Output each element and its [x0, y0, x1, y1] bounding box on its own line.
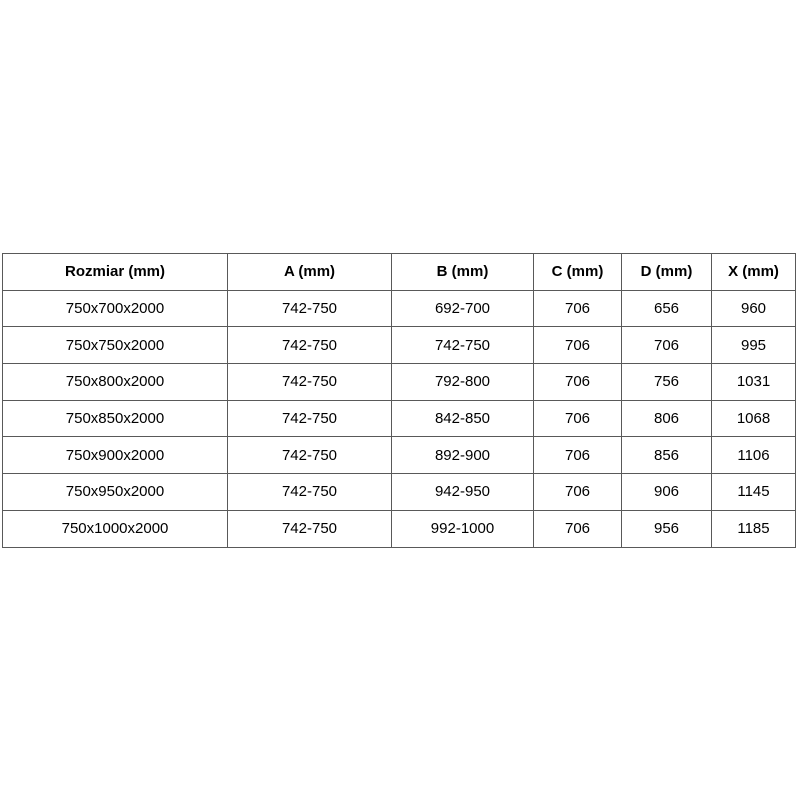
cell-rozmiar: 750x950x2000	[3, 474, 228, 511]
column-header-x: X (mm)	[712, 254, 796, 291]
table-row	[3, 510, 796, 547]
cell-d: 806	[622, 400, 712, 437]
cell-b: 892-900	[392, 437, 534, 474]
table-row	[3, 364, 796, 401]
cell-c: 706	[534, 510, 622, 547]
table-row	[3, 327, 796, 364]
cell-b: 742-750	[392, 327, 534, 364]
cell-rozmiar: 750x700x2000	[3, 290, 228, 327]
cell-d: 706	[622, 327, 712, 364]
cell-d: 756	[622, 364, 712, 401]
cell-c: 706	[534, 400, 622, 437]
cell-d: 956	[622, 510, 712, 547]
column-header-rozmiar: Rozmiar (mm)	[3, 254, 228, 291]
table-row	[3, 290, 796, 327]
cell-b: 842-850	[392, 400, 534, 437]
cell-a: 742-750	[228, 400, 392, 437]
cell-c: 706	[534, 327, 622, 364]
cell-a: 742-750	[228, 364, 392, 401]
cell-x: 960	[712, 290, 796, 327]
cell-a: 742-750	[228, 290, 392, 327]
column-header-c: C (mm)	[534, 254, 622, 291]
cell-rozmiar: 750x750x2000	[3, 327, 228, 364]
cell-c: 706	[534, 437, 622, 474]
cell-b: 942-950	[392, 474, 534, 511]
cell-d: 656	[622, 290, 712, 327]
cell-a: 742-750	[228, 437, 392, 474]
column-header-d: D (mm)	[622, 254, 712, 291]
cell-d: 906	[622, 474, 712, 511]
column-header-b: B (mm)	[392, 254, 534, 291]
cell-c: 706	[534, 364, 622, 401]
cell-a: 742-750	[228, 474, 392, 511]
cell-rozmiar: 750x900x2000	[3, 437, 228, 474]
table-row	[3, 400, 796, 437]
cell-x: 1068	[712, 400, 796, 437]
cell-d: 856	[622, 437, 712, 474]
size-table-container	[2, 253, 796, 548]
cell-a: 742-750	[228, 327, 392, 364]
cell-b: 692-700	[392, 290, 534, 327]
table-row	[3, 437, 796, 474]
cell-x: 1106	[712, 437, 796, 474]
cell-rozmiar: 750x850x2000	[3, 400, 228, 437]
cell-b: 792-800	[392, 364, 534, 401]
cell-x: 995	[712, 327, 796, 364]
table-row	[3, 474, 796, 511]
cell-a: 742-750	[228, 510, 392, 547]
cell-rozmiar: 750x800x2000	[3, 364, 228, 401]
cell-x: 1145	[712, 474, 796, 511]
cell-x: 1031	[712, 364, 796, 401]
table-header-row	[3, 254, 796, 291]
column-header-a: A (mm)	[228, 254, 392, 291]
cell-b: 992-1000	[392, 510, 534, 547]
cell-x: 1185	[712, 510, 796, 547]
cell-rozmiar: 750x1000x2000	[3, 510, 228, 547]
cell-c: 706	[534, 474, 622, 511]
cell-c: 706	[534, 290, 622, 327]
size-table	[2, 253, 796, 548]
